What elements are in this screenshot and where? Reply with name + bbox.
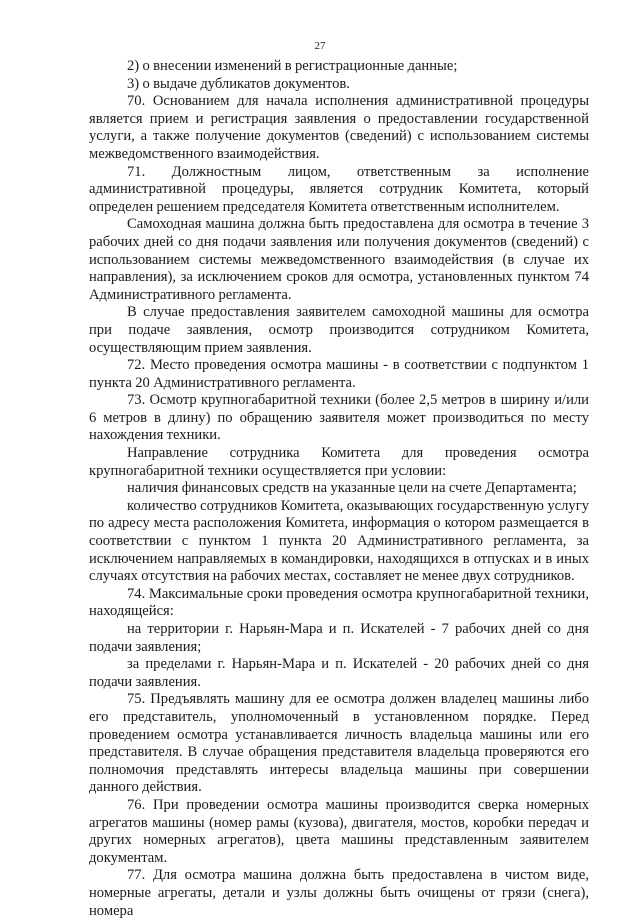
page-number: 27	[314, 40, 326, 52]
term-within-city: на территории г. Нарьян-Мара и п. Искателей - 7 рабочих дней со дня подачи заявления;	[89, 621, 589, 655]
term-outside-city: за пределами г. Нарьян-Мара и п. Искателей - 20 рабочих дней со дня подачи заявления.	[89, 656, 589, 690]
paragraph-71: 71. Должностным лицом, ответственным за исполнение административной процедуры, является сотрудник Комитета, который определен решением председателя Комитета ответственным исполнителем.	[89, 163, 589, 215]
list-item-registration-changes: 2) о внесении изменений в регистрационные данные;	[127, 58, 458, 74]
paragraph-inspection-term: Самоходная машина должна быть предоставлена для осмотра в течение 3 рабочих дней со дня подачи заявления или получения документов (сведений) с использованием системы межведомственного взаимодействия (в случае их направления), за исключением сроков для осмотра, установленных пунктом 74 Административного регламента.	[89, 216, 589, 303]
document-body	[89, 58, 589, 920]
condition-funds: наличия финансовых средств на указанные цели на счете Департамента;	[127, 480, 577, 497]
paragraph-73: 73. Осмотр крупногабаритной техники (более 2,5 метров в ширину и/или 6 метров в длину) по обращению заявителя может производиться по месту нахождения техники.	[89, 392, 589, 444]
list-item-duplicates: 3) о выдаче дубликатов документов.	[127, 75, 350, 92]
paragraph-75: 75. Предъявлять машину для ее осмотра должен владелец машины либо его представитель, уполномоченный в установленном порядке. Перед проведением осмотра устанавливается личность владельца машины или его представителя. В случае обращения представителя владельца проверяются его полномочия представлять интересы владельца машины при совершении данного действия.	[89, 691, 589, 796]
paragraph-77: 77. Для осмотра машина должна быть предоставлена в чистом виде, номерные агрегаты, детали и узлы должны быть очищены от грязи (снега), номера	[89, 867, 589, 919]
paragraph-74: 74. Максимальные сроки проведения осмотра крупногабаритной техники, находящейся:	[89, 585, 589, 620]
condition-staff: количество сотрудников Комитета, оказывающих государственную услугу по адресу места расположения Комитета, информация о котором размещается в соответствии с пунктом 1 пункта 20 Административного регламента, за исключением направляемых в командировки, находящихся в отпусках и в иных случаях отсутствия на рабочих местах, составляет не менее двух сотрудников.	[89, 497, 589, 585]
paragraph-70: 70. Основанием для начала исполнения административной процедуры является прием и регистрация заявления о предоставлении государственной услуги, а также получение документов (сведений) с использованием системы межведомственного взаимодействия.	[89, 93, 589, 162]
paragraph-76: 76. При проведении осмотра машины производится сверка номерных агрегатов машины (номер рамы (кузова), двигателя, мостов, коробки передач и других номерных агрегатов), цвета машины представленным заявителем документам.	[89, 796, 589, 866]
paragraph-inspection-on-submission: В случае предоставления заявителем самоходной машины для осмотра при подаче заявления, осмотр производится сотрудником Комитета, осуществляющим прием заявления.	[89, 304, 589, 356]
paragraph-dispatch-conditions: Направление сотрудника Комитета для проведения осмотра крупногабаритной техники осуществляется при условии:	[89, 445, 589, 479]
paragraph-72: 72. Место проведения осмотра машины - в соответствии с подпунктом 1 пункта 20 Административного регламента.	[89, 357, 589, 391]
